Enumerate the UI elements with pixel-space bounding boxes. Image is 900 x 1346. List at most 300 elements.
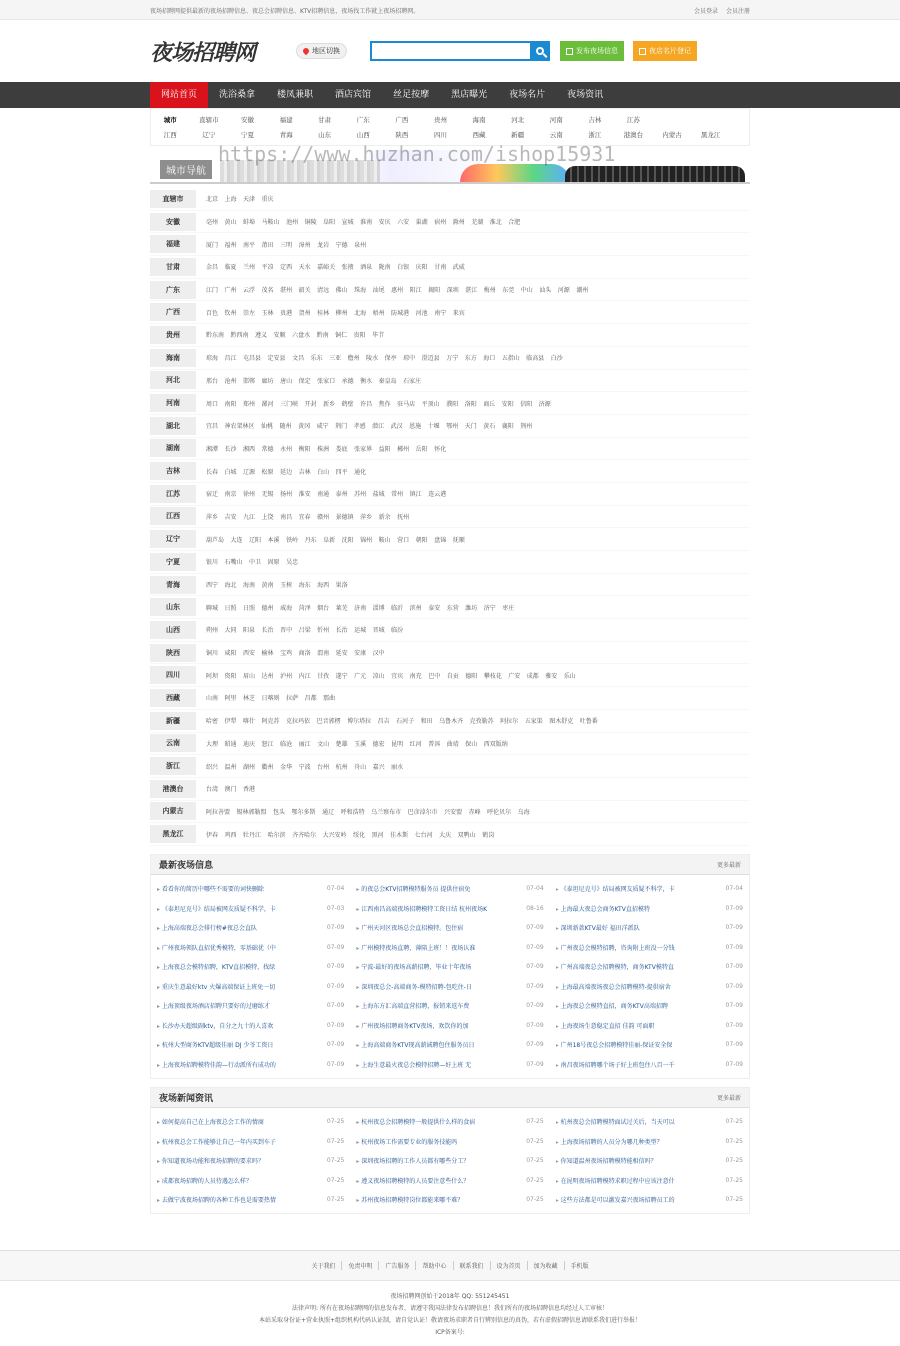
news-item-link[interactable]: ▸ 在昆明夜场招聘模特求职过程中应该注意什 <box>556 1176 675 1185</box>
city-grid-link[interactable]: 山西 <box>356 131 370 139</box>
news-item-link[interactable]: ▸ 杭州夜总会招聘模特一般提供什么样的食宿 <box>356 1117 475 1126</box>
city-link[interactable]: 眉山 <box>243 672 256 680</box>
city-link[interactable]: 哈尔滨 <box>267 831 286 839</box>
city-link[interactable]: 阜阳 <box>323 219 336 227</box>
footer-link[interactable]: 关于我们 <box>305 1261 342 1270</box>
city-link[interactable]: 宝鸡 <box>280 650 293 658</box>
city-link[interactable]: 信阳 <box>520 400 533 408</box>
nav-item[interactable]: 黑店曝光 <box>451 90 488 100</box>
news-item-link[interactable]: ▸ 你知道温州夜场招聘模特能相信吗？ <box>556 1156 657 1165</box>
city-link[interactable]: 宁波 <box>298 763 311 771</box>
province-name[interactable]: 云南 <box>150 734 196 752</box>
city-link[interactable]: 张家口 <box>317 377 336 385</box>
news-item-link[interactable]: ▸ 宁波-最好的夜场高薪招聘，毕业十年夜场 <box>356 962 471 971</box>
city-link[interactable]: 大庆 <box>439 831 452 839</box>
city-link[interactable]: 定西 <box>280 264 293 272</box>
city-link[interactable]: 嘉兴 <box>372 763 385 771</box>
news-item-link[interactable]: ▸ 广州天河区夜场总会直招模特。包住宿 <box>356 923 463 932</box>
city-link[interactable]: 吴忠 <box>286 559 299 567</box>
city-link[interactable]: 佛山 <box>335 287 348 295</box>
city-link[interactable]: 普洱 <box>428 740 441 748</box>
city-link[interactable]: 萍乡 <box>360 513 373 521</box>
city-link[interactable]: 松原 <box>261 468 274 476</box>
city-link[interactable]: 承德 <box>341 377 354 385</box>
city-link[interactable]: 毕节 <box>372 332 385 340</box>
city-link[interactable]: 抚州 <box>397 513 410 521</box>
city-link[interactable]: 芜湖 <box>471 219 484 227</box>
city-link[interactable]: 中卫 <box>249 559 262 567</box>
city-link[interactable]: 渭南 <box>317 650 330 658</box>
city-link[interactable]: 怀化 <box>434 445 447 453</box>
province-name[interactable]: 吉林 <box>150 462 196 480</box>
news-item-link[interactable]: ▸ 成都夜场招聘的人员待遇怎么样？ <box>157 1176 252 1185</box>
city-link[interactable]: 益阳 <box>378 445 391 453</box>
city-link[interactable]: 玉树 <box>280 582 293 590</box>
news-item-link[interactable]: ▸ 《泰坦尼克号》结局被网友质疑不科学，卡 <box>556 884 675 893</box>
city-link[interactable]: 克孜勒苏 <box>469 718 494 726</box>
nav-item[interactable]: 夜场名片 <box>509 90 546 100</box>
city-link[interactable]: 吉林 <box>298 468 311 476</box>
city-link[interactable]: 丹东 <box>304 536 317 544</box>
news-item-link[interactable]: ▸ 如何提高自己在上海夜总会工作的情商 <box>157 1117 264 1126</box>
city-link[interactable]: 南充 <box>409 672 422 680</box>
city-link[interactable]: 湖州 <box>243 763 256 771</box>
city-link[interactable]: 濮阳 <box>446 400 459 408</box>
city-link[interactable]: 仙桃 <box>261 423 274 431</box>
city-link[interactable]: 山南 <box>206 695 219 703</box>
city-link[interactable]: 汉中 <box>372 650 385 658</box>
city-link[interactable]: 桂林 <box>317 309 330 317</box>
city-link[interactable]: 长治 <box>335 627 348 635</box>
city-link[interactable]: 河源 <box>557 287 570 295</box>
news-item-link[interactable]: ▸ 广州18号夜总会招聘模特佳丽-保证安全保 <box>556 1040 673 1049</box>
city-link[interactable]: 朔州 <box>206 627 219 635</box>
province-name[interactable]: 新疆 <box>150 712 196 730</box>
city-link[interactable]: 吐鲁番 <box>579 718 598 726</box>
news-item-link[interactable]: ▸ 深圳夜场招聘的工作人员都有哪些分工？ <box>356 1156 469 1165</box>
city-link[interactable]: 黄石 <box>483 423 496 431</box>
city-link[interactable]: 运城 <box>354 627 367 635</box>
city-link[interactable]: 郑州 <box>243 400 256 408</box>
city-link[interactable]: 攀枝花 <box>483 672 502 680</box>
city-link[interactable]: 杭州 <box>335 763 348 771</box>
login-link[interactable]: 会员登录 <box>694 7 719 15</box>
province-name[interactable]: 直辖市 <box>150 190 196 208</box>
city-link[interactable]: 兴安盟 <box>444 808 463 816</box>
news-item-link[interactable]: ▸ 广州夜场领队直招优秀模特，零基础优（中 <box>157 943 276 952</box>
province-name[interactable]: 湖北 <box>150 417 196 435</box>
city-grid-link[interactable]: 广东 <box>356 116 370 124</box>
city-link[interactable]: 荆门 <box>335 423 348 431</box>
footer-link[interactable]: 加为收藏 <box>528 1261 565 1270</box>
city-link[interactable]: 临沂 <box>391 604 404 612</box>
news-item-link[interactable]: ▸ 广州夜总会模特招聘，咨询附上班没一分钱 <box>556 943 675 952</box>
city-grid-link[interactable]: 山东 <box>318 131 332 139</box>
city-link[interactable]: 资阳 <box>224 672 237 680</box>
city-link[interactable]: 泸州 <box>280 672 293 680</box>
city-link[interactable]: 那曲 <box>323 695 336 703</box>
city-link[interactable]: 汕头 <box>539 287 552 295</box>
city-grid-link[interactable]: 青海 <box>279 131 293 139</box>
city-link[interactable]: 贺州 <box>298 309 311 317</box>
city-link[interactable]: 甘南 <box>434 264 447 272</box>
city-grid-link[interactable]: 江苏 <box>626 116 640 124</box>
city-link[interactable]: 儋州 <box>347 355 360 363</box>
city-link[interactable]: 福州 <box>224 241 237 249</box>
city-link[interactable]: 固原 <box>267 559 280 567</box>
city-link[interactable]: 石嘴山 <box>224 559 243 567</box>
news-item-link[interactable]: ▸ 南昌夜场招聘哪个场子好上班包住八百一千 <box>556 1060 675 1069</box>
city-link[interactable]: 衢州 <box>261 763 274 771</box>
province-name[interactable]: 浙江 <box>150 757 196 775</box>
city-link[interactable]: 邢台 <box>206 377 219 385</box>
city-link[interactable]: 呼和浩特 <box>340 808 365 816</box>
city-grid-link[interactable]: 海南 <box>472 116 486 124</box>
city-link[interactable]: 图木舒克 <box>549 718 574 726</box>
city-link[interactable]: 石河子 <box>396 718 415 726</box>
province-name[interactable]: 贵州 <box>150 326 196 344</box>
province-name[interactable]: 海南 <box>150 349 196 367</box>
city-link[interactable]: 乐山 <box>563 672 576 680</box>
city-link[interactable]: 连云港 <box>428 491 447 499</box>
city-link[interactable]: 云浮 <box>243 287 256 295</box>
city-link[interactable]: 淄博 <box>372 604 385 612</box>
city-link[interactable]: 广州 <box>224 287 237 295</box>
city-link[interactable]: 鸡西 <box>224 831 237 839</box>
province-name[interactable]: 江西 <box>150 507 196 525</box>
news-item-link[interactable]: ▸ 广州夜场招聘商务KTV夜场，欢饮你的加 <box>356 1021 468 1030</box>
city-link[interactable]: 乌兰察布市 <box>371 808 402 816</box>
city-grid-link[interactable]: 黑龙江 <box>700 131 721 139</box>
city-grid-link[interactable]: 广西 <box>395 116 409 124</box>
city-link[interactable]: 七台河 <box>414 831 433 839</box>
city-link[interactable]: 银川 <box>206 559 219 567</box>
city-link[interactable]: 长春 <box>206 468 219 476</box>
news-item-link[interactable]: ▸ 去做宁波夜场招聘的各种工作也是需要热情 <box>157 1195 276 1204</box>
footer-link[interactable]: 联系我们 <box>454 1261 491 1270</box>
news-item-link[interactable]: ▸ 杭州大型商务KTV超级佳丽 DJ 少爷工资日 <box>157 1040 273 1049</box>
city-link[interactable]: 包头 <box>273 808 286 816</box>
city-link[interactable]: 漳州 <box>298 241 311 249</box>
city-link[interactable]: 惠州 <box>391 287 404 295</box>
city-link[interactable]: 辽阳 <box>249 536 262 544</box>
city-link[interactable]: 龙岩 <box>317 241 330 249</box>
city-link[interactable]: 拉萨 <box>286 695 299 703</box>
site-logo[interactable]: 夜场招聘网 <box>150 39 256 66</box>
news-item-link[interactable]: ▸ 上海顶级夜场酒店招聘只要好的过磨练才 <box>157 1001 270 1010</box>
province-name[interactable]: 河南 <box>150 394 196 412</box>
news-item-link[interactable]: ▸ 《泰坦尼克号》结局被网友质疑不科学，卡 <box>157 904 276 913</box>
city-link[interactable]: 韶关 <box>298 287 311 295</box>
city-grid-link[interactable]: 甘肃 <box>318 116 332 124</box>
city-link[interactable]: 阿里 <box>224 695 237 703</box>
province-name[interactable]: 广东 <box>150 281 196 299</box>
news-item-link[interactable]: ▸ 上海夜场招聘模特佳韵—行动派所有成功的 <box>157 1060 276 1069</box>
city-link[interactable]: 无锡 <box>261 491 274 499</box>
city-link[interactable]: 黔东南 <box>206 332 225 340</box>
city-grid-link[interactable]: 河南 <box>549 116 563 124</box>
city-link[interactable]: 黄南 <box>261 582 274 590</box>
city-grid-link[interactable]: 辽宁 <box>202 131 216 139</box>
city-link[interactable]: 牡丹江 <box>243 831 262 839</box>
city-link[interactable]: 柳州 <box>335 309 348 317</box>
news-item-link[interactable]: ▸ 上海夜场生意稳定直招 佳韵 可面职 <box>556 1021 655 1030</box>
city-link[interactable]: 德阳 <box>465 672 478 680</box>
city-link[interactable]: 西宁 <box>206 582 219 590</box>
city-link[interactable]: 淮南 <box>360 219 373 227</box>
city-link[interactable]: 商洛 <box>298 650 311 658</box>
city-link[interactable]: 三明 <box>280 241 293 249</box>
city-link[interactable]: 五家渠 <box>524 718 543 726</box>
city-link[interactable]: 玉溪 <box>354 740 367 748</box>
city-link[interactable]: 铜川 <box>206 650 219 658</box>
city-link[interactable]: 黔南 <box>316 332 329 340</box>
city-link[interactable]: 合肥 <box>508 219 521 227</box>
city-link[interactable]: 乌鲁木齐 <box>439 718 464 726</box>
city-link[interactable]: 随州 <box>279 423 292 431</box>
province-name[interactable]: 河北 <box>150 371 196 389</box>
news-item-link[interactable]: ▸ 上海东方汇高端直营招聘，报销来返车费 <box>356 1001 469 1010</box>
news-item-link[interactable]: ▸ 的夜总会KTV招聘模特服务员 提供住宿免 <box>356 884 470 893</box>
city-link[interactable]: 镇江 <box>409 491 422 499</box>
news-item-link[interactable]: ▸ 江西南昌高端夜场招聘模特工资日结 杭州夜场K <box>356 904 487 913</box>
city-link[interactable]: 巴音郭楞 <box>316 718 341 726</box>
city-link[interactable]: 昌都 <box>304 695 317 703</box>
city-link[interactable]: 菏泽 <box>298 604 311 612</box>
city-link[interactable]: 咸阳 <box>224 650 237 658</box>
city-link[interactable]: 昌吉 <box>377 718 390 726</box>
city-grid-link[interactable]: 河北 <box>511 116 525 124</box>
city-link[interactable]: 湘潭 <box>206 445 219 453</box>
nav-item[interactable]: 洗浴桑拿 <box>219 90 256 100</box>
city-link[interactable]: 温州 <box>224 763 237 771</box>
city-link[interactable]: 定安县 <box>267 355 286 363</box>
city-link[interactable]: 澄迈县 <box>421 355 440 363</box>
city-link[interactable]: 和田 <box>420 718 433 726</box>
city-link[interactable]: 济源 <box>538 400 551 408</box>
city-grid-link[interactable]: 吉林 <box>588 116 602 124</box>
news-item-link[interactable]: ▸ 上海夜场招聘的人员分为哪几种类型？ <box>556 1137 663 1146</box>
city-link[interactable]: 喀什 <box>243 718 256 726</box>
city-link[interactable]: 南通 <box>317 491 330 499</box>
city-link[interactable]: 揭阳 <box>428 287 441 295</box>
city-link[interactable]: 乌海 <box>517 808 530 816</box>
city-link[interactable]: 文山 <box>317 740 330 748</box>
city-link[interactable]: 文昌 <box>292 355 305 363</box>
city-link[interactable]: 齐齐哈尔 <box>292 831 317 839</box>
city-link[interactable]: 三亚 <box>329 355 342 363</box>
city-link[interactable]: 南平 <box>243 241 256 249</box>
city-link[interactable]: 伊春 <box>206 831 219 839</box>
city-link[interactable]: 珠海 <box>354 287 367 295</box>
city-link[interactable]: 漯河 <box>261 400 274 408</box>
city-link[interactable]: 常德 <box>261 445 274 453</box>
city-link[interactable]: 威海 <box>280 604 293 612</box>
city-link[interactable]: 遵义 <box>255 332 268 340</box>
city-link[interactable]: 延边 <box>280 468 293 476</box>
city-link[interactable]: 巴彦淖尔市 <box>407 808 438 816</box>
city-grid-link[interactable]: 四川 <box>433 131 447 139</box>
city-grid-link[interactable]: 西藏 <box>472 131 486 139</box>
city-link[interactable]: 衡水 <box>360 377 373 385</box>
city-link[interactable]: 朝阳 <box>415 536 428 544</box>
city-link[interactable]: 崇左 <box>243 309 256 317</box>
city-link[interactable]: 铁岭 <box>286 536 299 544</box>
city-link[interactable]: 丽江 <box>298 740 311 748</box>
city-link[interactable]: 阳江 <box>409 287 422 295</box>
city-link[interactable]: 通辽 <box>322 808 335 816</box>
city-link[interactable]: 厦门 <box>206 241 219 249</box>
city-link[interactable]: 金华 <box>280 763 293 771</box>
city-link[interactable]: 上饶 <box>261 513 274 521</box>
city-link[interactable]: 黑河 <box>371 831 384 839</box>
city-link[interactable]: 新乡 <box>323 400 336 408</box>
city-link[interactable]: 德宏 <box>372 740 385 748</box>
city-link[interactable]: 济宁 <box>483 604 496 612</box>
province-name[interactable]: 宁夏 <box>150 553 196 571</box>
city-link[interactable]: 舟山 <box>354 763 367 771</box>
news-item-link[interactable]: ▸ 上海夜总会模特招聘，KTV直招模特，找绿 <box>157 962 275 971</box>
city-link[interactable]: 秦皇岛 <box>378 377 397 385</box>
city-link[interactable]: 绥化 <box>353 831 366 839</box>
city-grid-link[interactable]: 贵州 <box>433 116 447 124</box>
city-link[interactable]: 澳门 <box>224 786 237 794</box>
city-link[interactable]: 廊坊 <box>261 377 274 385</box>
city-link[interactable]: 荆州 <box>520 423 533 431</box>
news-item-link[interactable]: ▸ 深圳夜总会-高端商务-模特招聘-包吃住-日 <box>356 982 472 991</box>
nav-item[interactable]: 网站首页 <box>150 82 208 108</box>
nav-item[interactable]: 丝足按摩 <box>393 90 430 100</box>
city-link[interactable]: 巴中 <box>428 672 441 680</box>
city-link[interactable]: 咸宁 <box>316 423 329 431</box>
news-item-link[interactable]: ▸ 看看你的简历中哪些不需要的词快删除 <box>157 884 264 893</box>
card-register-button[interactable] <box>633 41 697 61</box>
city-link[interactable]: 大同 <box>224 627 237 635</box>
city-grid-link[interactable]: 安徽 <box>240 116 254 124</box>
city-link[interactable]: 保定 <box>298 377 311 385</box>
city-link[interactable]: 西安 <box>243 650 256 658</box>
city-link[interactable]: 上海 <box>224 196 237 204</box>
footer-link[interactable]: 免责申明 <box>342 1261 379 1270</box>
news-item-link[interactable]: ▸ 上海最大夜总会商务KTV直招模特 <box>556 904 650 913</box>
city-link[interactable]: 吕梁 <box>298 627 311 635</box>
city-link[interactable]: 昭通 <box>224 740 237 748</box>
news-more-link[interactable]: 更多最新 <box>716 1094 741 1102</box>
news-item-link[interactable]: ▸ 重庆生意最好ktv 火爆高端保证上班免一切 <box>157 982 275 991</box>
city-link[interactable]: 红河 <box>409 740 422 748</box>
city-link[interactable]: 鹤岗 <box>482 831 495 839</box>
city-link[interactable]: 阳泉 <box>243 627 256 635</box>
footer-link[interactable]: 广告服务 <box>379 1261 416 1270</box>
province-name[interactable]: 安徽 <box>150 213 196 231</box>
province-name[interactable]: 甘肃 <box>150 258 196 276</box>
city-link[interactable]: 苏州 <box>354 491 367 499</box>
city-link[interactable]: 梧州 <box>372 309 385 317</box>
city-link[interactable]: 阿拉尔 <box>500 718 519 726</box>
city-link[interactable]: 晋城 <box>372 627 385 635</box>
city-link[interactable]: 茂名 <box>261 287 274 295</box>
city-link[interactable]: 六安 <box>397 219 410 227</box>
province-name[interactable]: 山东 <box>150 598 196 616</box>
city-link[interactable]: 安庆 <box>378 219 391 227</box>
city-link[interactable]: 内江 <box>298 672 311 680</box>
city-link[interactable]: 泰州 <box>335 491 348 499</box>
news-item-link[interactable]: ▸ 上海高端商务KTV现高薪诚聘包住服务员日 <box>356 1040 474 1049</box>
city-link[interactable]: 梅州 <box>483 287 496 295</box>
province-name[interactable]: 西藏 <box>150 689 196 707</box>
city-link[interactable]: 开封 <box>304 400 317 408</box>
city-link[interactable]: 雅安 <box>545 672 558 680</box>
city-link[interactable]: 保亭 <box>384 355 397 363</box>
city-link[interactable]: 防城港 <box>391 309 410 317</box>
city-link[interactable]: 酒泉 <box>360 264 373 272</box>
city-link[interactable]: 伊犁 <box>224 718 237 726</box>
city-link[interactable]: 烟台 <box>317 604 330 612</box>
city-link[interactable]: 长沙 <box>224 445 237 453</box>
city-link[interactable]: 清远 <box>317 287 330 295</box>
city-link[interactable]: 陇南 <box>378 264 391 272</box>
city-link[interactable]: 东营 <box>446 604 459 612</box>
city-link[interactable]: 沧州 <box>224 377 237 385</box>
city-link[interactable]: 郴州 <box>397 445 410 453</box>
city-link[interactable]: 辽源 <box>243 468 256 476</box>
city-link[interactable]: 铜仁 <box>335 332 348 340</box>
city-link[interactable]: 赤峰 <box>468 808 481 816</box>
city-link[interactable]: 岳阳 <box>415 445 428 453</box>
city-link[interactable]: 石家庄 <box>403 377 422 385</box>
city-grid-link[interactable]: 江西 <box>163 131 177 139</box>
city-link[interactable]: 汕尾 <box>372 287 385 295</box>
news-item-link[interactable]: ▸ 遵义夜场招聘模特的人员要注意些什么？ <box>356 1176 469 1185</box>
news-item-link[interactable]: ▸ 上海最高端夜场夜总会招聘模特-提供宿舍 <box>556 982 671 991</box>
city-link[interactable]: 衡阳 <box>298 445 311 453</box>
city-link[interactable]: 平顶山 <box>421 400 440 408</box>
news-item-link[interactable]: ▸ 长沙办天超级副ktv，自分之九十的人喜欢 <box>157 1021 273 1030</box>
city-link[interactable]: 百色 <box>206 309 219 317</box>
city-link[interactable]: 本溪 <box>267 536 280 544</box>
city-link[interactable]: 陵水 <box>366 355 379 363</box>
city-link[interactable]: 海南 <box>243 582 256 590</box>
post-info-button[interactable] <box>560 41 624 61</box>
city-link[interactable]: 迪庆 <box>243 740 256 748</box>
footer-link[interactable]: 手机版 <box>570 1263 589 1271</box>
city-link[interactable]: 屯昌县 <box>243 355 262 363</box>
city-link[interactable]: 三门峡 <box>280 400 299 408</box>
city-link[interactable]: 白银 <box>397 264 410 272</box>
city-grid-link[interactable]: 直辖市 <box>199 116 219 124</box>
city-link[interactable]: 深圳 <box>446 287 459 295</box>
city-link[interactable]: 泉州 <box>354 241 367 249</box>
city-link[interactable]: 白城 <box>224 468 237 476</box>
city-link[interactable]: 香港 <box>243 786 256 794</box>
city-link[interactable]: 广安 <box>508 672 521 680</box>
city-link[interactable]: 五指山 <box>501 355 520 363</box>
province-name[interactable]: 四川 <box>150 666 196 684</box>
city-link[interactable]: 绍兴 <box>206 763 219 771</box>
province-name[interactable]: 福建 <box>150 235 196 253</box>
city-link[interactable]: 孝感 <box>353 423 366 431</box>
city-link[interactable]: 日照 <box>224 604 237 612</box>
city-link[interactable]: 钦州 <box>224 309 237 317</box>
city-link[interactable]: 莱芜 <box>335 604 348 612</box>
city-link[interactable]: 双鸭山 <box>457 831 476 839</box>
city-link[interactable]: 果洛 <box>335 582 348 590</box>
city-link[interactable]: 葫芦岛 <box>206 536 225 544</box>
city-link[interactable]: 海口 <box>483 355 496 363</box>
city-link[interactable]: 西双版纳 <box>483 740 508 748</box>
city-link[interactable]: 白山 <box>317 468 330 476</box>
city-link[interactable]: 武威 <box>452 264 465 272</box>
